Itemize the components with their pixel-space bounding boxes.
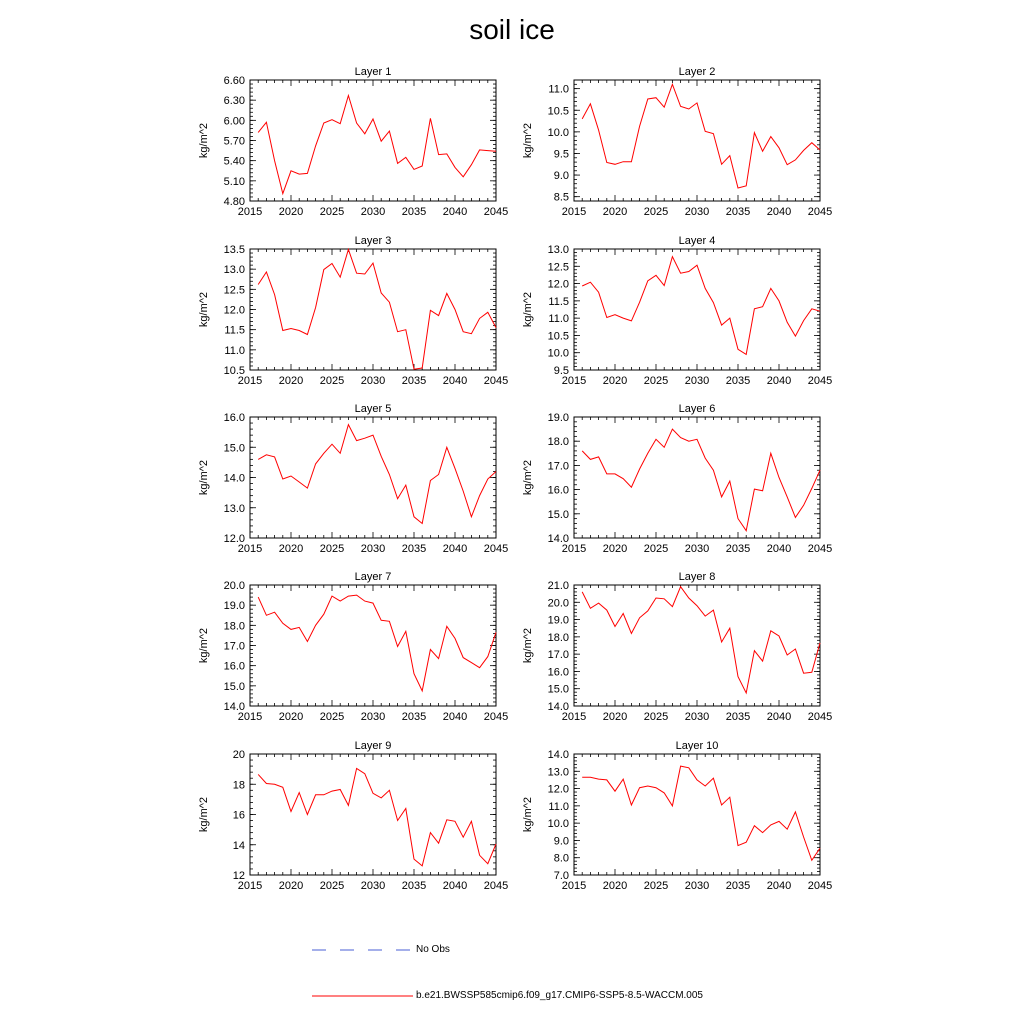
x-tick-label: 2025 [643, 711, 669, 723]
x-tick-label: 2040 [442, 206, 468, 218]
panel-title: Layer 6 [678, 403, 716, 415]
panel-layer-1 [198, 66, 508, 218]
y-tick-label: 14.0 [223, 472, 245, 485]
y-tick-label: 8.5 [553, 191, 569, 204]
y-axis-label: kg/m^2 [198, 459, 210, 496]
x-tick-label: 2045 [807, 543, 833, 555]
x-tick-label: 2025 [643, 880, 669, 892]
x-tick-label: 2045 [807, 206, 833, 218]
y-axis-label: kg/m^2 [522, 291, 534, 328]
y-axis-label: kg/m^2 [522, 627, 534, 664]
x-tick-label: 2015 [237, 543, 263, 555]
y-tick-label: 12.5 [223, 284, 245, 297]
y-tick-label: 10.5 [547, 330, 569, 343]
panel-title: Layer 9 [354, 740, 392, 752]
panel-layer-2 [522, 66, 832, 218]
y-tick-label: 13.0 [223, 264, 245, 277]
x-tick-label: 2030 [684, 880, 710, 892]
x-tick-label: 2035 [725, 206, 751, 218]
legend-model-label: b.e21.BWSSP585cmip6.f09_g17.CMIP6-SSP5-8.5-WACCM.005 [416, 990, 703, 1001]
y-tick-label: 10.0 [547, 818, 569, 831]
plot-frame [574, 417, 820, 538]
x-tick-label: 2045 [483, 711, 509, 723]
y-axis-label: kg/m^2 [198, 796, 210, 833]
y-tick-label: 8.0 [553, 852, 569, 865]
series-line [582, 429, 820, 531]
y-tick-label: 19.0 [547, 412, 569, 424]
x-tick-label: 2045 [483, 543, 509, 555]
x-tick-label: 2030 [360, 375, 386, 387]
x-tick-label: 2035 [401, 543, 427, 555]
x-tick-label: 2025 [643, 206, 669, 218]
x-tick-label: 2025 [319, 711, 345, 723]
x-tick-label: 2020 [602, 375, 628, 387]
panel-title: Layer 1 [354, 66, 392, 78]
y-tick-label: 12.0 [547, 783, 569, 796]
y-tick-label: 15.0 [223, 442, 245, 455]
y-tick-label: 9.0 [553, 835, 569, 848]
legend-obs-label: No Obs [416, 944, 450, 955]
x-tick-label: 2030 [360, 880, 386, 892]
y-axis-label: kg/m^2 [522, 459, 534, 496]
y-tick-label: 5.10 [223, 175, 245, 188]
x-tick-label: 2030 [684, 206, 710, 218]
panel-title: Layer 7 [354, 571, 392, 583]
series-line [582, 257, 820, 355]
y-tick-label: 20 [232, 749, 245, 761]
y-tick-label: 11.5 [224, 324, 245, 337]
x-tick-label: 2045 [483, 880, 509, 892]
y-tick-label: 18.0 [547, 436, 569, 449]
y-tick-label: 10.0 [547, 126, 569, 139]
legend-obs-line [310, 944, 415, 956]
y-tick-label: 4.80 [223, 196, 245, 208]
y-axis-label: kg/m^2 [198, 291, 210, 328]
y-axis-label: kg/m^2 [198, 627, 210, 664]
x-tick-label: 2040 [442, 543, 468, 555]
panel-layer-5 [198, 403, 508, 555]
series-line [258, 249, 496, 369]
x-tick-label: 2040 [766, 711, 792, 723]
x-tick-label: 2030 [360, 711, 386, 723]
plot-frame [574, 249, 820, 370]
y-tick-label: 12.0 [223, 533, 245, 545]
y-tick-label: 9.5 [553, 148, 569, 161]
x-tick-label: 2015 [237, 711, 263, 723]
x-tick-label: 2025 [643, 543, 669, 555]
y-tick-label: 20.0 [223, 580, 245, 592]
y-tick-label: 11.0 [548, 313, 569, 326]
y-tick-label: 14 [232, 839, 245, 852]
panel-title: Layer 5 [354, 403, 392, 415]
y-tick-label: 13.0 [547, 766, 569, 779]
y-tick-label: 14.0 [547, 533, 569, 545]
y-tick-label: 12.0 [223, 304, 245, 317]
panel-title: Layer 4 [678, 235, 716, 247]
x-tick-label: 2045 [807, 375, 833, 387]
panel-title: Layer 2 [678, 66, 716, 78]
plot-frame [250, 249, 496, 370]
panel-layer-6 [522, 403, 832, 555]
panel-layer-3 [198, 235, 508, 387]
y-tick-label: 9.5 [553, 365, 569, 377]
y-tick-label: 20.0 [547, 597, 569, 610]
panel-layer-4 [522, 235, 832, 387]
x-tick-label: 2030 [360, 206, 386, 218]
x-tick-label: 2035 [401, 711, 427, 723]
x-tick-label: 2045 [807, 711, 833, 723]
panel-title: Layer 8 [678, 571, 716, 583]
y-tick-label: 10.0 [547, 347, 569, 360]
y-tick-label: 14.0 [223, 701, 245, 713]
x-tick-label: 2015 [237, 375, 263, 387]
y-tick-label: 10.5 [547, 105, 569, 118]
series-line [258, 425, 496, 524]
x-tick-label: 2040 [766, 375, 792, 387]
series-line [258, 595, 496, 691]
x-tick-label: 2025 [319, 206, 345, 218]
y-tick-label: 17.0 [547, 649, 569, 662]
x-tick-label: 2040 [442, 375, 468, 387]
x-tick-label: 2015 [561, 880, 587, 892]
y-tick-label: 16.0 [223, 412, 245, 424]
y-tick-label: 16.0 [223, 660, 245, 673]
series-line [258, 96, 496, 194]
x-tick-label: 2040 [766, 880, 792, 892]
y-tick-label: 16.0 [547, 484, 569, 497]
x-tick-label: 2015 [561, 711, 587, 723]
y-tick-label: 19.0 [547, 614, 569, 627]
y-tick-label: 14.0 [547, 701, 569, 713]
x-tick-label: 2035 [725, 880, 751, 892]
x-tick-label: 2020 [602, 543, 628, 555]
plot-frame [574, 754, 820, 875]
x-tick-label: 2025 [319, 375, 345, 387]
y-tick-label: 11.0 [224, 344, 245, 357]
x-tick-label: 2015 [561, 206, 587, 218]
x-tick-label: 2040 [442, 880, 468, 892]
x-tick-label: 2035 [725, 543, 751, 555]
panel-layer-9 [198, 740, 508, 892]
y-tick-label: 12.5 [547, 261, 569, 274]
y-tick-label: 17.0 [547, 460, 569, 473]
x-tick-label: 2035 [725, 375, 751, 387]
panel-title: Layer 10 [675, 740, 719, 752]
x-tick-label: 2035 [401, 206, 427, 218]
x-tick-label: 2015 [561, 543, 587, 555]
y-tick-label: 6.00 [223, 115, 245, 128]
y-tick-label: 18.0 [223, 620, 245, 633]
y-tick-label: 17.0 [223, 640, 245, 653]
y-axis-label: kg/m^2 [522, 796, 534, 833]
x-tick-label: 2015 [237, 206, 263, 218]
y-tick-label: 6.60 [223, 75, 245, 87]
x-tick-label: 2020 [602, 711, 628, 723]
y-tick-label: 18 [232, 779, 245, 792]
x-tick-label: 2045 [483, 375, 509, 387]
x-tick-label: 2035 [725, 711, 751, 723]
x-tick-label: 2015 [237, 880, 263, 892]
y-tick-label: 16.0 [547, 666, 569, 679]
panel-title: Layer 3 [354, 235, 392, 247]
y-axis-label: kg/m^2 [522, 122, 534, 159]
y-tick-label: 21.0 [547, 580, 569, 592]
y-tick-label: 13.0 [223, 502, 245, 515]
y-tick-label: 6.30 [223, 95, 245, 108]
y-tick-label: 13.5 [223, 244, 245, 256]
x-tick-label: 2020 [278, 543, 304, 555]
x-tick-label: 2025 [319, 880, 345, 892]
x-tick-label: 2020 [278, 880, 304, 892]
legend-model-line [310, 990, 415, 1002]
panel-layer-7 [198, 571, 508, 723]
y-tick-label: 11.5 [548, 295, 569, 308]
y-tick-label: 13.0 [547, 244, 569, 256]
y-tick-label: 15.0 [223, 680, 245, 693]
x-tick-label: 2035 [401, 375, 427, 387]
y-tick-label: 15.0 [547, 508, 569, 521]
y-tick-label: 14.0 [547, 749, 569, 761]
series-line [582, 84, 820, 188]
x-tick-label: 2020 [278, 711, 304, 723]
y-tick-label: 11.0 [548, 83, 569, 96]
plot-frame [574, 80, 820, 201]
y-tick-label: 5.40 [223, 155, 245, 168]
y-tick-label: 18.0 [547, 631, 569, 644]
x-tick-label: 2040 [766, 206, 792, 218]
x-tick-label: 2020 [602, 880, 628, 892]
y-tick-label: 12 [232, 870, 245, 882]
x-tick-label: 2040 [442, 711, 468, 723]
y-tick-label: 12.0 [547, 278, 569, 291]
x-tick-label: 2025 [643, 375, 669, 387]
x-tick-label: 2045 [483, 206, 509, 218]
x-tick-label: 2030 [360, 543, 386, 555]
x-tick-label: 2020 [602, 206, 628, 218]
panel-layer-10 [522, 740, 832, 892]
x-tick-label: 2030 [684, 711, 710, 723]
panel-layer-8 [522, 571, 832, 723]
series-line [582, 587, 820, 693]
plot-frame [250, 754, 496, 875]
series-line [582, 766, 820, 860]
x-tick-label: 2040 [766, 543, 792, 555]
series-line [258, 768, 496, 866]
x-tick-label: 2030 [684, 375, 710, 387]
x-tick-label: 2035 [401, 880, 427, 892]
y-tick-label: 5.70 [223, 135, 245, 148]
x-tick-label: 2025 [319, 543, 345, 555]
x-tick-label: 2020 [278, 206, 304, 218]
y-tick-label: 7.0 [553, 870, 569, 882]
y-tick-label: 11.0 [548, 800, 569, 813]
y-tick-label: 16 [232, 809, 245, 822]
x-tick-label: 2020 [278, 375, 304, 387]
figure-title: soil ice [469, 14, 555, 45]
y-tick-label: 19.0 [223, 600, 245, 613]
x-tick-label: 2015 [561, 375, 587, 387]
y-tick-label: 15.0 [547, 683, 569, 696]
y-axis-label: kg/m^2 [198, 122, 210, 159]
x-tick-label: 2045 [807, 880, 833, 892]
x-tick-label: 2030 [684, 543, 710, 555]
y-tick-label: 10.5 [223, 365, 245, 377]
y-tick-label: 9.0 [553, 170, 569, 183]
